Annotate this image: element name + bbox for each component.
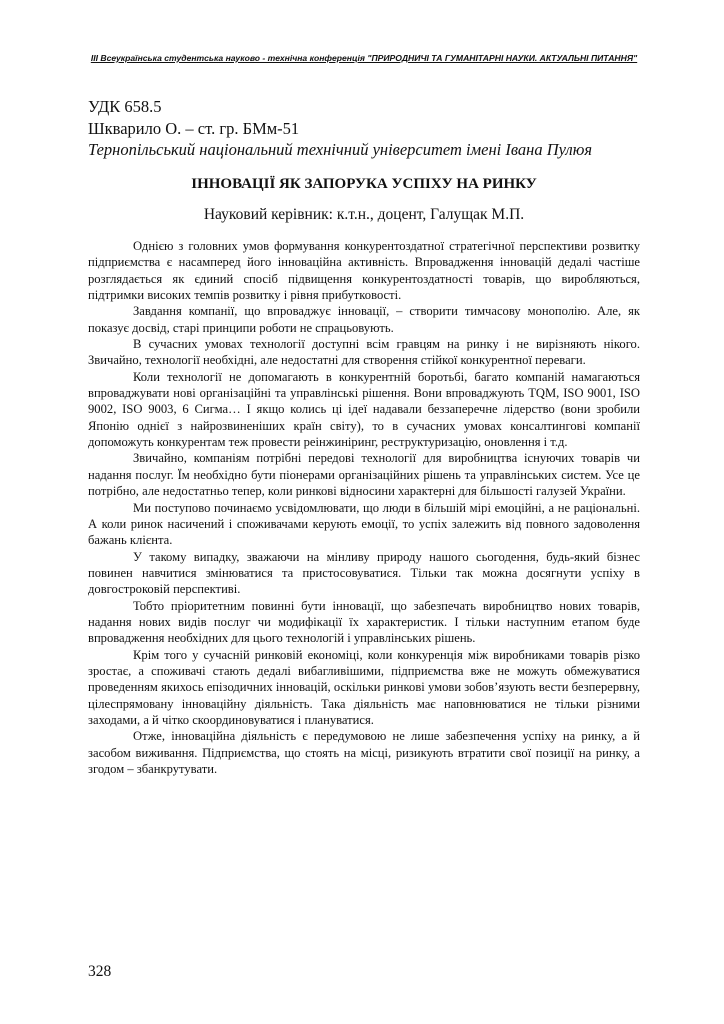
body-text [88,238,640,777]
paragraph-9: Крім того у сучасній ринковій економіці, коли конкуренція між виробниками товарів різко зростає, а споживачі стають дедалі вибагливішими, підприємства вже не можуть обмежуватися проведенням якихось епізодичних інновацій, оскільки ринкові умови зобов’язують вести безперервну, цілеспрямовану інноваційну діяльність. Така діяльність має наповнюватися не тільки різними заходами, а й чітко скоординовуватися і плануватися. [88,647,640,727]
author-name: Шкварило О. – ст. гр. БМм-51 [88,118,300,138]
paragraph-7: У такому випадку, зважаючи на мінливу природу нашого сьогодення, будь-який бізнес повинен навчитися змінюватися та пристосовуватися. Тільки так можна досягнути успіху в довгостроковій перспективі. [88,549,640,597]
paragraph-4: Коли технології не допомагають в конкурентній боротьбі, багато компаній намагаються впроваджувати нові організаційні та управлінські рішення. Вони впроваджують TQM, ISO 9001, ISO 9002, ISO 9003, 6 Сигма… І якщо колись ці ідеї надавали беззаперечне лідерство (вони зробили Японію однієї з найрозвиненіших країн світу), то в сучасних умовах консалтингові компанії допоможуть конкурентам теж провести реінжиніринг, реструктуризацію, оновлення і т.д. [88,369,640,450]
university-name: Тернопільський національний технічний університет імені Івана Пулюя [88,140,593,159]
paragraph-10: Отже, інноваційна діяльність є передумовою не лише забезпечення успіху на ринку, а й засобом виживання. Підприємства, що стоять на місці, ризикують втратити свої позиції на ринку, а згодом – збанкрутувати. [88,729,640,776]
paragraph-5: Звичайно, компаніям потрібні передові технології для виробництва існуючих товарів чи надання послуг. Їм необхідно бути піонерами організаційних рішень та управлінських систем. Усе це потрібно, але недостатньо тепер, коли ринкові відносини характерні для більшості галузей України. [88,451,640,499]
paragraph-8: Тобто пріоритетним повинні бути інновації, що забезпечать виробництво нових товарів, надання нових видів послуг чи модифікації їх характеристик. І тільки наступним етапом буде впровадження необхідних для цього технологій і управлінських рішень. [88,598,640,646]
paragraph-3: В сучасних умовах технології доступні всім гравцям на ринку і не вирізняють нікого. Звичайно, технології необхідні, але недостатні для створення стійкої конкурентної переваги. [88,337,640,368]
conference-header: ІІІ Всеукраїнська студентська науково - технічна конференція "ПРИРОДНИЧІ ТА ГУМАНІТАРНІ НАУКИ. АКТУАЛЬНІ ПИТАННЯ" [90,53,638,63]
paragraph-1: Однією з головних умов формування конкурентоздатної стратегічної перспективи розвитку підприємства є насамперед його інноваційна активність. Впровадження інновацій дедалі частіше розглядається як єдиний спосіб підвищення конкурентоздатності товарів, що виробляються, підтримки високих темпів розвитку і рівня прибутковості. [88,239,640,303]
page-number: 328 [88,963,112,980]
paragraph-6: Ми поступово починаємо усвідомлювати, що люди в більшій мірі емоційні, а не раціональні. А коли ринок насичений і споживачами керують емоції, то успіх залежить від повного задоволення бажань клієнта. [88,500,640,548]
paper-title: ІННОВАЦІЇ ЯК ЗАПОРУКА УСПІХУ НА РИНКУ [191,176,537,192]
paragraph-2: Завдання компанії, що впроваджує інновації, – створити тимчасову монополію. Але, як показує досвід, старі принципи роботи не спрацьовують. [88,304,640,335]
supervisor-line: Науковий керівник: к.т.н., доцент, Галущак М.П. [203,206,525,223]
udk-code: УДК 658.5 [88,97,162,116]
author-block [88,96,592,161]
